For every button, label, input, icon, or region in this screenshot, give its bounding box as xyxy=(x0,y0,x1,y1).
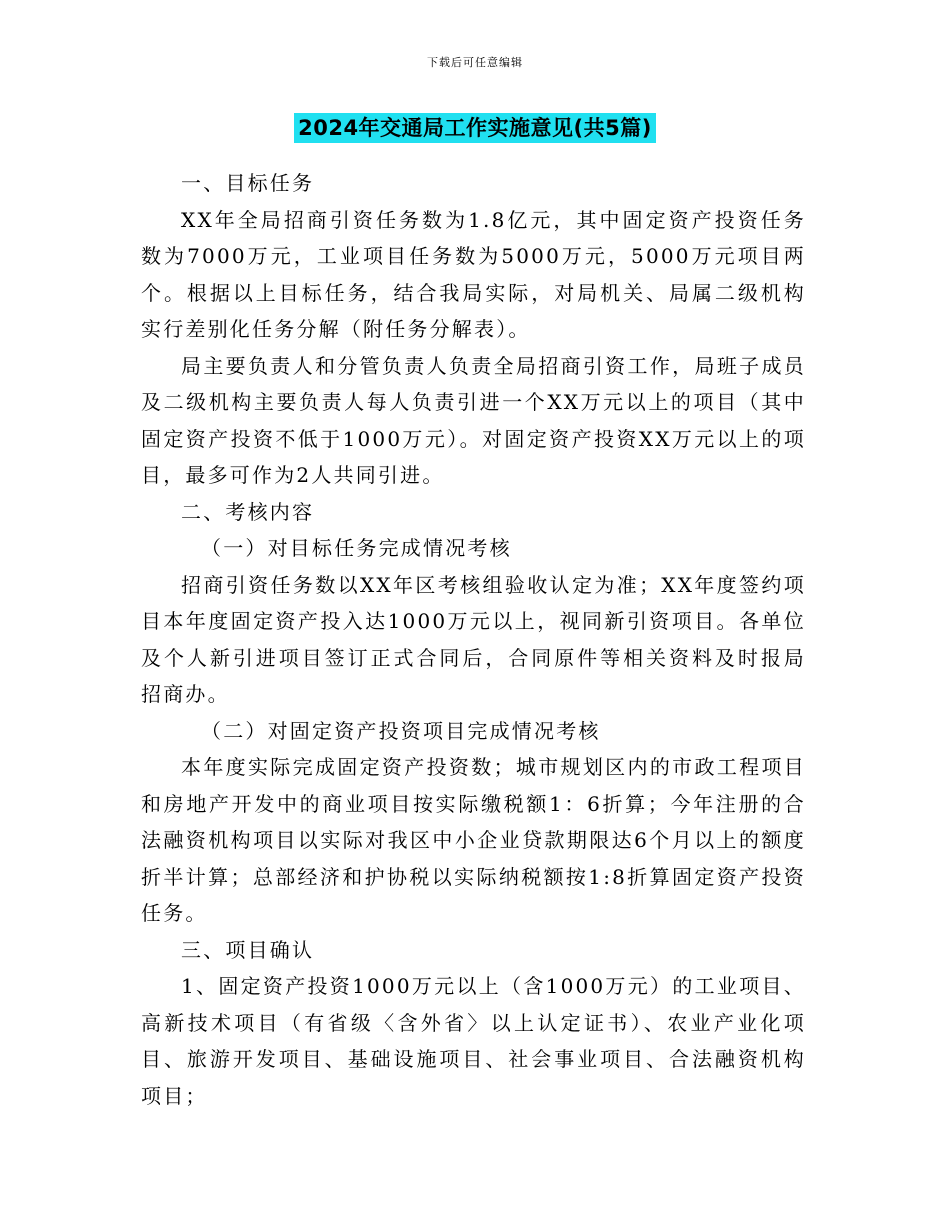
body-paragraph-project-types: 1、固定资产投资1000万元以上（含1000万元）的工业项目、高新技术项目（有省级〈含外省〉以上认定证书）、农业产业化项目、旅游开发项目、基础设施项目、社会事业项目、合法融资机构项目； xyxy=(141,974,806,1108)
body-paragraph-fixed-investment: 本年度实际完成固定资产投资数；城市规划区内的市政工程项目和房地产开发中的商业项目按实际缴税额1：6折算；今年注册的合法融资机构项目以实际对我区中小企业贷款期限达6个月以上的额度折半计算；总部经济和护协税以实际纳税额按1:8折算固定资产投资任务。 xyxy=(141,755,806,925)
section-heading-project-confirmation: 三、项目确认 xyxy=(181,937,315,962)
body-paragraph-responsibility: 局主要负责人和分管负责人负责全局招商引资工作，局班子成员及二级机构主要负责人每人负责引进一个XX万元以上的项目（其中固定资产投资不低于1000万元）。对固定资产投资XX万元以上的项目，最多可作为2人共同引进。 xyxy=(141,353,806,487)
section-heading-targets: 一、目标任务 xyxy=(181,171,315,195)
body-paragraph-task-numbers: XX年全局招商引资任务数为1.8亿元，其中固定资产投资任务数为7000万元，工业项目任务数为5000万元，5000万元项目两个。根据以上目标任务，结合我局实际，对局机关、局属二级机构实行差别化任务分解（附任务分解表）。 xyxy=(141,207,806,341)
subsection-heading-task-completion: （一）对目标任务完成情况考核 xyxy=(201,536,512,560)
body-paragraph-task-completion: 招商引资任务数以XX年区考核组验收认定为准；XX年度签约项目本年度固定资产投入达1000万元以上，视同新引资项目。各单位及个人新引进项目签订正式合同后，合同原件等相关资料及时报局招商办。 xyxy=(141,572,806,706)
title-block xyxy=(0,113,950,143)
header-note: 下载后可任意编辑 xyxy=(427,56,523,69)
document-title: 2024年交通局工作实施意见(共5篇) xyxy=(294,113,656,143)
section-heading-assessment: 二、考核内容 xyxy=(181,499,315,524)
subsection-heading-fixed-investment: （二）对固定资产投资项目完成情况考核 xyxy=(201,718,601,743)
document-body xyxy=(141,165,806,1114)
